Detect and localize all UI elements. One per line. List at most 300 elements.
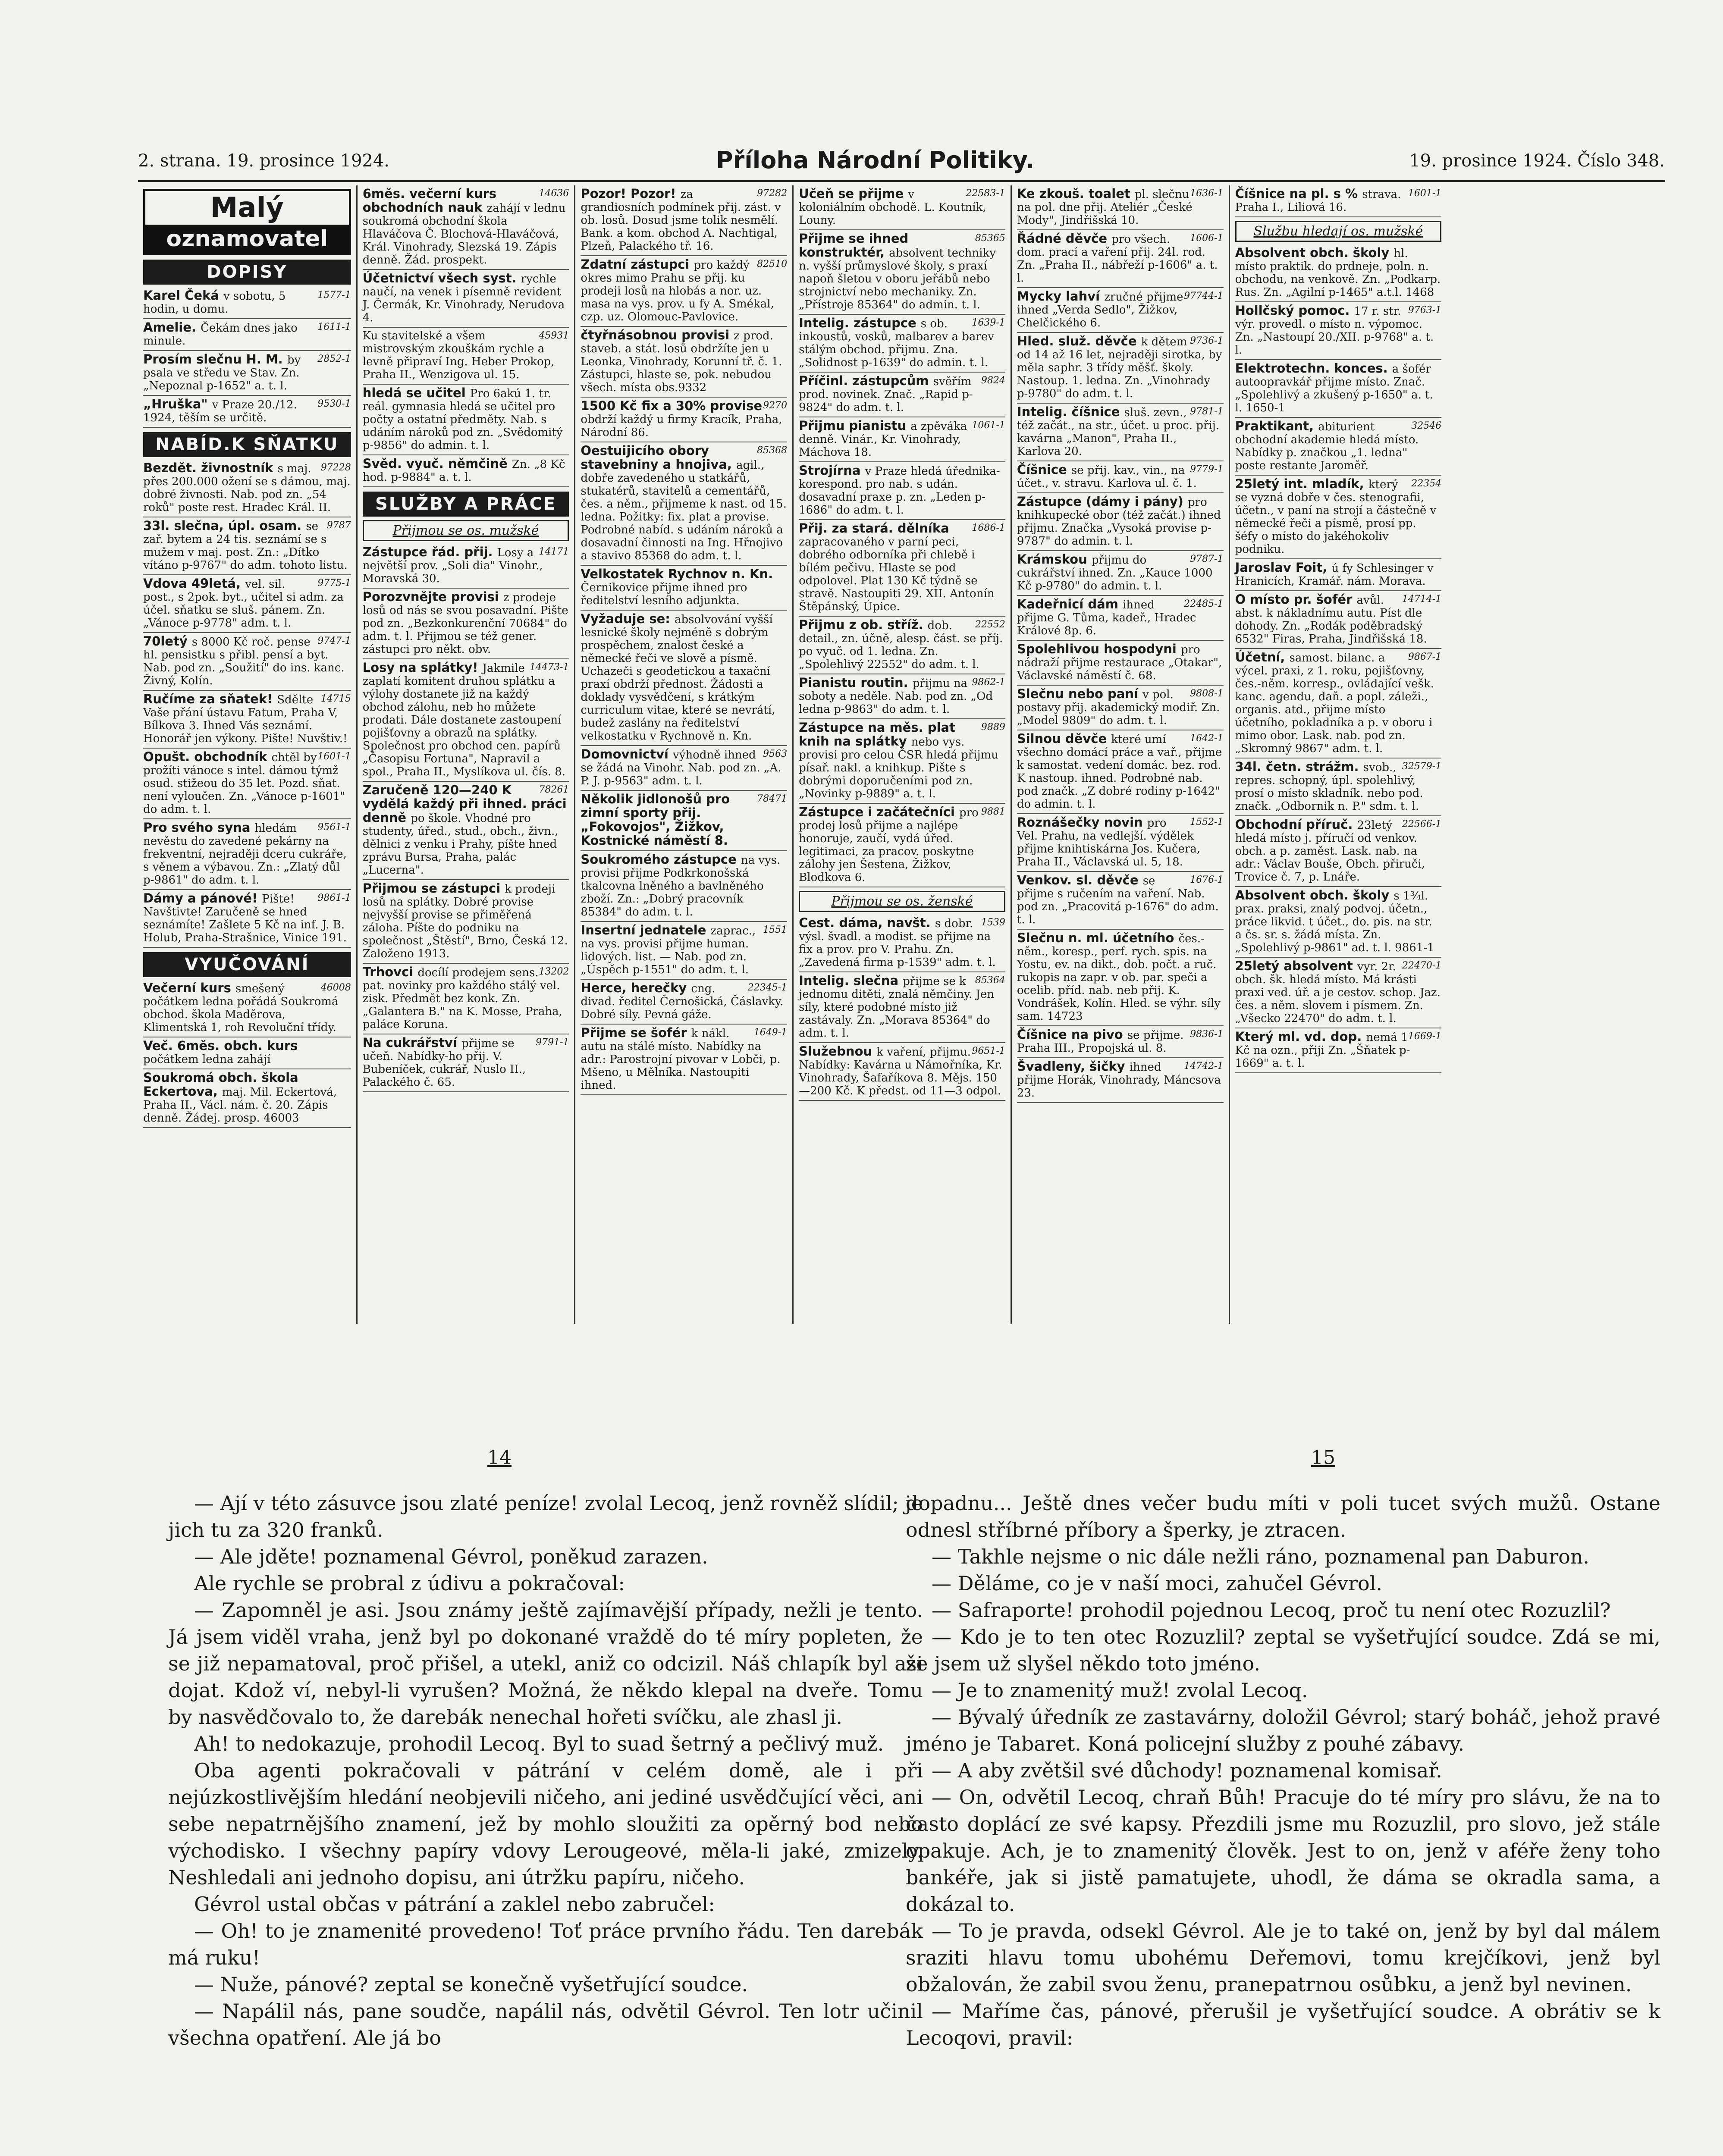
ad-title: Soukromá obch. škola Eckertova,	[143, 1070, 298, 1099]
ad-body: z prod. staveb. a stát. losů obdržíte jen u Leonka, Vinohrady, Korunní tř. č. 1. Zástupci, hlaste se, pok. nebudou všech. místa obs.9332	[581, 329, 782, 394]
section-vyucovani: VYUČOVÁNÍ	[143, 952, 351, 977]
ad-body: k prodeji losů na splátky. Dobré provise nejvyšší provise se přiměřená záloha. Píšte do podniku na společnost „Štěstí", Brno, Česká 12. Založeno 1913.	[362, 883, 568, 960]
ad-body: čes.-něm., koresp., perf. rych. spis. na Yostu, ev. na dikt., dob. počt. a ruč. rukopis na zapr. v ob. par. speči a ocelib. příd. nab. neb přij. K. Vondrášek, Kolín. Hled. se výhr. síly sam. 14723	[1017, 932, 1221, 1023]
ad-body: Černikovice přijme ihned pro ředitelství lesního adjunkta.	[581, 581, 747, 607]
ad-body: počátkem ledna zahájí	[143, 1053, 271, 1066]
ad-column	[574, 185, 792, 1324]
ad-title: Číšnice na pivo	[1017, 1027, 1127, 1042]
ad-body: hl. místo praktik. do prdneje, poln. n. obchodu, na venkově. Zn. „Podkarp. Rus. Zn. „Agilní p-1465" a.t.l. 1468	[1235, 247, 1441, 299]
ad-title: Kadeřnicí dám	[1017, 597, 1123, 611]
ad-code: 22485-1	[1184, 599, 1224, 609]
classified-ad	[581, 185, 787, 256]
ad-body: Čekám dnes jako minule.	[143, 322, 298, 348]
ad-code: 97282	[757, 188, 788, 199]
classified-ad	[1235, 302, 1442, 360]
ad-title: 34l. četn. strážm.	[1235, 759, 1363, 774]
ad-title: Hled. služ. děvče	[1017, 334, 1141, 348]
logo-line-1: Malý	[210, 192, 284, 224]
ad-code: 9651-1	[972, 1046, 1005, 1056]
ad-title: O místo pr. šofér	[1235, 592, 1357, 607]
story-paragraph: — Je to znamenitý muž! zvolal Lecoq.	[932, 1679, 1308, 1702]
ad-body: Pište! Navštivte! Zaručeně se hned seznámíte! Zašlete 5 Kč na inf. J. B. Holub, Praha-Strašnice, Vinice 191.	[143, 893, 347, 944]
ad-title: Přijme se šofér	[581, 1025, 691, 1040]
ad-code: 9824	[981, 375, 1005, 386]
classified-ad	[363, 782, 569, 880]
classified-ad	[143, 396, 351, 428]
classified-ad	[143, 351, 351, 396]
ad-title: čtyřnásobnou provisi	[581, 328, 734, 342]
ad-code: 22583-1	[966, 188, 1005, 199]
classified-ad	[143, 749, 351, 819]
ad-body: se přij. kav., vin., na účet., v. stravu. Karlova ul. č. 1.	[1017, 464, 1197, 490]
page-number-right: 15	[1311, 1447, 1335, 1469]
story-paragraph: — Bývalý úředník ze zastavárny, doložil Gévrol; starý boháč, jehož pravé jméno je Tabaret. Koná policejní služby z pouhé zábavy.	[906, 1705, 1660, 1755]
classified-ad	[1235, 816, 1442, 887]
ad-title: Zaručeně 120—240 K vydělá každý při ihned. práci denně	[362, 783, 567, 825]
ad-body: obdrží každý u firmy Kracík, Praha, Národní 86.	[581, 413, 782, 439]
ad-code: 22470-1	[1402, 960, 1442, 971]
classified-ad	[1017, 493, 1224, 551]
ad-body: přijme se učeň. Nabídky-ho přij. V. Bubeníček, cukrář, Nuslo II., Palackého č. 65.	[362, 1037, 526, 1089]
ad-title: Absolvent obch. školy	[1235, 245, 1394, 260]
ad-body: nebo vys. provisi pro celou ČSR hledá přijmu písař. nakl. a knihkup. Pište s dobrými doporučeními pod zn. „Novinky p-9889" a. t. l.	[799, 736, 998, 800]
story-paragraph: Oba agenti pokračovali v pátrání v celém domě, ale i při nejúzkostlivějším hledání neobjevili ničeho, ani jediné usvědčující věci, ani sebe nepatrnějšího znamení, jež by mohlo sloužiti za opěrný bod nebo východisko. I všechny papíry vdovy Lerougeové, měla-li jaké, zmizely. Neshledali ani jednoho dopisu, ani útržku papíru, ničeho.	[168, 1759, 923, 1889]
story-paragraph: — Takhle nejsme o nic dále nežli ráno, poznamenal pan Daburon.	[932, 1545, 1590, 1568]
ad-title: Na cukrářství	[362, 1035, 461, 1050]
classified-ad	[1017, 1058, 1224, 1103]
ad-code: 1686-1	[972, 523, 1005, 533]
classified-ad	[363, 185, 569, 270]
ad-title: Intelig. číšnice	[1017, 404, 1124, 419]
header-date-right: 19. prosince 1924. Číslo 348.	[1409, 151, 1665, 171]
ad-code: 78261	[539, 784, 569, 795]
ad-title: Zástupce i začátečníci	[799, 805, 960, 819]
ad-code: 9736-1	[1190, 335, 1224, 346]
ad-title: Přij. za stará. dělníka	[799, 521, 949, 536]
ad-body: pro Vel. Prahu, na vedlejší. výdělek přijme knihtiskárna Jos. Kučera, Praha II., Václavská ul. 5, 18.	[1017, 817, 1201, 868]
ad-body: přijmu na soboty a neděle. Nab. pod zn. „Od ledna p-9863" do adm. t. l.	[799, 677, 993, 716]
ad-code: 22552	[975, 619, 1005, 630]
ad-body: které umí všechno domácí práce a vař., přijme k samostat. vedení domác. bez. rod. K nastoup. ihned. Podrobné nab. pod značk. „Z dobré rodiny p-1642" do admin. t. l.	[1017, 733, 1222, 811]
classified-ad	[363, 270, 569, 328]
classified-ad	[143, 633, 351, 691]
ad-body: k nákl. autu na stálé místo. Nabídky na adr.: Parostrojní pivovar v Lobči, p. Mšeno, u Mělníka. Nastoupiti ihned.	[581, 1027, 781, 1092]
ad-title: Přijmou se zástupci	[362, 881, 505, 896]
ad-title: Několik jidlonošů pro zimní sporty přij. „Fokovojos", Žižkov, Kostnické náměstí 8.	[581, 792, 730, 848]
ad-title: Svěd. vyuč. němčině	[362, 456, 512, 471]
story-column-right	[906, 1490, 1660, 2051]
classified-ad	[1235, 887, 1442, 958]
ad-title: Zástupce řád. přij.	[362, 545, 497, 559]
ad-title: Přijmu pianistu	[799, 418, 911, 433]
classified-ad	[1017, 686, 1224, 730]
ad-title: Krámskou	[1017, 552, 1092, 567]
ad-title: Pianistu routin.	[799, 675, 913, 690]
ad-title: Vdova 49letá,	[143, 576, 245, 591]
classified-ad	[1017, 730, 1224, 814]
ad-code: 22354	[1411, 478, 1442, 489]
classified-ad	[799, 185, 1005, 230]
ad-body: a zpěváka denně. Vinár., Kr. Vinohrady, Máchova 18.	[799, 420, 967, 459]
classified-ad	[143, 890, 351, 948]
page-header	[138, 147, 1665, 181]
ad-title: Přijme se ihned konstruktér,	[799, 231, 909, 260]
ad-code: 13202	[539, 966, 569, 977]
classified-ad	[1017, 551, 1224, 596]
classified-ad	[143, 319, 351, 351]
ad-title: Opušt. obchodník	[143, 749, 272, 764]
ad-title: 6měs. večerní kurs obchodních nauk	[362, 186, 497, 215]
ad-title: Herce, herečky	[581, 981, 691, 995]
ad-body: v pol. postavy přij. akademický modiř. Zn. „Model 9809" do adm. t. l.	[1017, 688, 1220, 727]
ad-code: 1676-1	[1190, 874, 1224, 885]
ad-code: 14636	[539, 188, 569, 199]
ad-body: Ku stavitelské a všem mistrovským zkouškám rychle a levně připraví Ing. Heber Prokop, Praha II., Wenzigova ul. 15.	[362, 329, 555, 381]
classified-ad	[363, 1034, 569, 1092]
ad-code: 1601-1	[317, 751, 351, 762]
classified-ad	[1017, 641, 1224, 686]
classified-ad	[799, 462, 1005, 520]
ad-code: 85365	[975, 233, 1005, 244]
story-paragraph: — A aby zvětšil své důchody! poznamenal komisař.	[932, 1759, 1442, 1782]
ad-title: Cest. dáma, navšt.	[799, 915, 935, 930]
ad-body: svěřím prod. novinek. Znač. „Rapid p-9824" do adm. t. l.	[799, 375, 973, 414]
ad-body: vel. sil. post., s 2pok. byt., učitel si adm. za účel. sňatku se sluš. pánem. Zn. „Vánoce p-9778" adm. t. l.	[143, 578, 344, 630]
ad-title: Slečnu nebo paní	[1017, 686, 1143, 701]
ad-title: Insertní jednatele	[581, 923, 711, 937]
ad-code: 9763-1	[1408, 305, 1442, 316]
section-prijmou-muzske: Přijmou se os. mužské	[363, 520, 569, 541]
ad-code: 14742-1	[1184, 1061, 1224, 1072]
ad-title: Amelie.	[143, 320, 201, 335]
ad-code: 97744-1	[1184, 291, 1224, 301]
ad-code: 9561-1	[317, 822, 351, 833]
ad-body: docílí prodejem sens. pat. novinky pro každého stálý vel. zisk. Předmět bez konk. Zn. „Galantera B." na K. Mosse, Praha, paláce Koruna.	[362, 966, 562, 1031]
story-paragraph: dopadnu... Ještě dnes večer budu míti v poli tucet svých mužů. Ostane odnesl stříbrné příbory a šperky, je ztracen.	[906, 1492, 1660, 1542]
ad-body: Pro 6akú 1. tr. reál. gymnasia hledá se učitel pro počty a ostatní předměty. Nab. s udáním nároků pod zn. „Svědomitý p-9856" do admin. t. l.	[362, 387, 563, 452]
ad-code: 22566-1	[1402, 819, 1442, 830]
ad-code: 9808-1	[1190, 688, 1224, 699]
ad-body: nemá 1 Kč na ozn., přiji Zn. „Šňatek p-1669" a. t. l.	[1235, 1031, 1410, 1070]
classified-ad	[363, 964, 569, 1034]
ad-body: cng. divad. ředitel Černošická, Čáslavky. Dobré síly. Pevná gáže.	[581, 982, 784, 1021]
story-paragraph: — Oh! to je znamenité provedeno! Toť práce prvního řádu. Ten darebák má ruku!	[168, 1919, 923, 1969]
ad-title: Spolehlivou hospodyni	[1017, 642, 1181, 656]
story-paragraph: — Napálil nás, pane soudče, napálil nás, odvětil Gévrol. Ten lotr učinil všechna opatření. Ale já bo	[168, 1999, 923, 2049]
ad-body: Losy a největší prov. „Soli dia" Vinohr., Moravská 30.	[362, 546, 543, 585]
ad-code: 14473-1	[530, 662, 569, 673]
ad-column	[1229, 185, 1447, 1324]
ad-title: Intelig. zástupce	[799, 316, 921, 330]
ad-body: hledám nevěstu do zavedené pekárny na frekventní, nejraději dceru cukráře, s věnem a výbavou. Zn.: „Zlatý důl p-9861" do adm. t. l.	[143, 822, 347, 887]
classified-ad	[143, 1069, 351, 1128]
classified-ad	[1235, 559, 1442, 591]
classified-ad	[363, 544, 569, 589]
ad-code: 9787-1	[1190, 554, 1224, 564]
ad-title: Strojírna	[799, 463, 865, 478]
ad-body: a šofér autoopravkář přijme místo. Znač. „Spolehlivý a zkušený p-1650" a. t. l. 1650-1	[1235, 363, 1433, 414]
ad-title: hledá se učitel	[362, 385, 470, 400]
ad-title: „Hruška"	[143, 397, 212, 411]
ad-title: Příčinl. zástupcům	[799, 373, 933, 388]
ad-body: přijmu do cukrářství ihned. Zn. „Kauce 1000 Kč p-9780" do admin. t. l.	[1017, 554, 1213, 592]
classified-ad	[581, 566, 787, 611]
ad-title: Silnou děvče	[1017, 731, 1111, 746]
ad-body: výhodně ihned se žádá na Vinohr. Nab. pod zn. „A. P. J. p-9563" adm. t. l.	[581, 749, 781, 787]
header-rule	[138, 180, 1665, 182]
section-nabidky-snatku: NABÍD.K SŇATKU	[143, 432, 351, 457]
classified-ad	[799, 373, 1005, 417]
classified-ad	[143, 691, 351, 749]
ad-title: Účetní,	[1235, 650, 1290, 664]
ad-body: abiturient obchodní akademie hledá místo. Nabídky p. značkou „1. ledna" poste restante Jaroměř.	[1235, 420, 1419, 472]
classified-ad	[1017, 814, 1224, 872]
classified-ad	[799, 520, 1005, 617]
classified-ad	[799, 972, 1005, 1043]
ad-code: 1552-1	[1190, 817, 1224, 827]
ad-title: Intelig. slečna	[799, 973, 903, 988]
ad-body: se zař. bytem a 24 tis. seznámí se s mužem v maj. post. Zn.: „Dítko vítáno p-9767" do adm. tohoto listu.	[143, 520, 348, 572]
classified-ad	[363, 880, 569, 964]
ad-title: Účetnictví všech syst.	[362, 271, 521, 285]
ad-title: Velkostatek Rychnov n. Kn.	[581, 567, 773, 581]
ad-body: 23letý hledá místo j. příručí od venkov. obch. a p. zaměst. Lask. nab. na adr.: Václav Bouše, Obch. přiruči, Trovice č. 7, p. Lnáře.	[1235, 819, 1425, 884]
classified-ad	[143, 287, 351, 319]
ad-column	[356, 185, 574, 1324]
ad-code: 9781-1	[1190, 406, 1224, 417]
ad-title: Porozvnějte provisi	[362, 589, 503, 604]
ad-body: chtěl by prožíti vánoce s intel. dámou týmž osud. stižeou do 35 let. Pozd. sňat. není vyloučen. Zn. „Vánoce p-1601" do adm. t. l.	[143, 751, 345, 816]
ad-code: 14714-1	[1402, 594, 1442, 605]
story-paragraph: — Kdo je to ten otec Rozuzlil? zeptal se vyšetřující soudce. Zdá se mi, že jsem už slyšel někdo toto jméno.	[906, 1625, 1660, 1675]
ad-code: 97228	[320, 462, 351, 473]
maly-oznamovatel-logo	[143, 189, 351, 255]
ad-code: 9836-1	[1190, 1029, 1224, 1040]
ad-title: Venkov. sl. děvče	[1017, 873, 1143, 887]
story-paragraph: — Safraporte! prohodil pojednou Lecoq, proč tu není otec Rozuzlil?	[932, 1598, 1611, 1622]
classified-ad	[363, 328, 569, 385]
ad-title: Obchodní příruč.	[1235, 817, 1357, 832]
ad-body: za grandiosních podmínek přij. zást. v ob. losů. Dosud jsme tolik nesmělí. Bank. a kom. obchod A. Nachtigal, Plzeň, Palackého tř. 16.	[581, 188, 781, 253]
ad-title: Vyžaduje se:	[581, 611, 675, 626]
ad-code: 9881	[981, 806, 1005, 817]
ad-title: Roznášečky novin	[1017, 815, 1147, 830]
ad-title: Služebnou	[799, 1044, 877, 1059]
ad-code: 1061-1	[972, 420, 1005, 431]
classified-ad	[581, 980, 787, 1025]
ad-body: po škole. Vhodné pro studenty, úřed., stud., obch., živn., dělnici z venku i Prahy, píšte hned zprávu Bursa, Praha, palác „Lucerna".	[362, 812, 559, 877]
story-paragraph: — Nuže, pánové? zeptal se konečně vyšetřující soudce.	[194, 1973, 748, 1996]
ad-title: Číšnice	[1017, 462, 1071, 477]
story-column-left	[168, 1490, 923, 2051]
ad-title: Který ml. vd. dop.	[1235, 1029, 1366, 1044]
classified-ad	[143, 575, 351, 633]
header-date-left: 2. strana. 19. prosince 1924.	[138, 151, 390, 171]
ad-title: Zástupce (dámy i pány)	[1017, 494, 1188, 509]
classified-ad	[799, 719, 1005, 804]
classified-ad	[1017, 288, 1224, 333]
ad-column	[138, 185, 356, 1324]
classified-ad	[1017, 404, 1224, 461]
ad-title: Pozor! Pozor!	[581, 186, 681, 201]
header-title: Příloha Národní Politiky.	[716, 147, 1035, 174]
ad-body: Zn. „8 Kč hod. p-9884" a. t. l.	[362, 458, 565, 484]
classified-ad	[799, 230, 1005, 315]
classified-ad	[1235, 185, 1442, 217]
classified-ad	[581, 746, 787, 791]
section-dopisy: DOPISY	[143, 260, 351, 285]
ad-body: s 8000 Kč roč. pense hl. pensistku s přibl. pensí a byt. Nab. pod zn. „Soužití" do ins. kanc. Živný, Kolín.	[143, 636, 345, 687]
classified-ad	[581, 398, 787, 442]
ad-body: pro všech. dom. prací a vaření přij. 24l. rod. Zn. „Praha II., nábřeží p-1606" a. t. l.	[1017, 233, 1218, 285]
ad-code: 1551	[763, 924, 788, 935]
classified-ad	[1235, 418, 1442, 476]
ad-code: 9861-1	[317, 893, 351, 903]
ad-body: rychle naučí, na venek i písemně revident J. Čermák, Kr. Vinohrady, Nerudova 4.	[362, 273, 565, 324]
classified-ad	[363, 659, 569, 782]
ad-body: pro každý okres mimo Prahu se přij. ku prodeji losů na hlobás a nor. uz. masa na vys. prov. u fy A. Smékal, czp. uz. Olomouc-Pavlovice.	[581, 259, 774, 323]
ad-title: Bezdět. živnostník	[143, 461, 278, 475]
classified-ad	[581, 611, 787, 746]
ad-code: 1642-1	[1190, 733, 1224, 744]
classified-ad	[799, 417, 1005, 462]
ad-body: ihned přijme G. Tůma, kadeř., Hradec Králové 8p. 6.	[1017, 599, 1196, 637]
section-sluzbu-hledaji: Službu hledají os. mužské	[1235, 221, 1442, 242]
ad-body: v Praze hledá úřednika-korespond. pro nab. s udán. dosavadní praxe p. zn. „Leden p-1686" do adm. t. l.	[799, 465, 1000, 517]
ad-body: ihned přijme Horák, Vinohrady, Máncsova 23.	[1017, 1061, 1221, 1100]
classified-ad	[1235, 649, 1442, 758]
classified-ad	[1017, 230, 1224, 288]
ad-body: k dětem od 14 až 16 let, nejraději sirotka, by měla saphr. 3 třídy měšť. školy. Nastoup. 1. ledna. Zn. „Vinohrady p-9780" do adm. t. l.	[1017, 335, 1222, 400]
page-number-left: 14	[487, 1447, 512, 1469]
classified-ad	[1017, 872, 1224, 930]
ad-body: z prodeje losů od nás se svou posavadní. Pište pod zn. „Bezkonkurenční 70684" do adm. t. l. Přijmou se též gener. zástupci pro někt. obv.	[362, 591, 568, 656]
classified-ad	[143, 819, 351, 890]
story-paragraph: Gévrol ustal občas v pátrání a zaklel nebo zabručel:	[194, 1893, 715, 1916]
ad-title: Přijmu z ob. stříž.	[799, 617, 928, 632]
ad-title: 70letý	[143, 634, 192, 649]
ad-code: 82510	[757, 259, 788, 270]
ad-body: přijme se k jednomu ditěti, znalá němčiny. Jen síly, které podobné místo již zastávaly. Zn. „Morava 85364" do adm. t. l.	[799, 975, 995, 1040]
classified-ad	[799, 915, 1005, 972]
section-sluzby-a-prace: SLUŽBY A PRÁCE	[363, 492, 569, 517]
classified-ad	[1235, 244, 1442, 302]
classified-ad	[363, 455, 569, 487]
ad-code: 1539	[981, 917, 1005, 928]
ad-title: Več. 6měs. obch. kurs	[143, 1038, 298, 1053]
ad-code: 1636-1	[1190, 188, 1224, 199]
ad-code: 1669-1	[1408, 1031, 1442, 1042]
ad-code: 1649-1	[753, 1027, 788, 1038]
ad-body: zapracovaného v parní peci, dobrého odborníka při chlebě i bílém pečivu. Hlaste se pod odpolovel. Plat 130 Kč týdně se stravě. Nastoupiti 29. XII. Antonín Štěpánský, Úpice.	[799, 536, 995, 613]
logo-line-2: oznamovatel	[145, 225, 349, 253]
ad-body: smešený počátkem ledna pořádá Soukromá obchod. škola Maděrova, Klimentská 1, roh Revoluční třídy.	[143, 982, 339, 1034]
ad-code: 22345-1	[747, 982, 788, 993]
ad-code: 1577-1	[317, 290, 351, 301]
ad-title: Učeň se přijme	[799, 186, 908, 201]
ad-title: Ke zkouš. toalet	[1017, 186, 1135, 201]
ad-body: dob. detail., zn. účně, alesp. část. se příj. po vyuč. od 1. ledna. Zn. „Spolehlivý 22552" do adm. t. l.	[799, 619, 1003, 671]
classified-ad	[1235, 476, 1442, 559]
ad-code: 45931	[539, 330, 569, 341]
classified-ad	[581, 442, 787, 566]
story-paragraph: — To je pravda, odsekl Gévrol. Ale je to také on, jenž by byl dal málem sraziti hlavu tomu ubohému Deřemovi, tomu krejčíkovi, jenž byl obžalován, že zabil svou ženu, pranepatrnou osůbku, a jenž byl nevinen.	[906, 1919, 1660, 1996]
classified-ad	[581, 791, 787, 851]
ad-code: 14715	[320, 693, 351, 704]
ad-body: se přijme. Praha III., Propojská ul. 8.	[1017, 1029, 1184, 1055]
ad-code: 32579-1	[1402, 761, 1442, 772]
ad-code: 9889	[981, 722, 1005, 733]
ad-body: svob., repres. schopný, úpl. spolehlivý, prosí o místo skladník. nebo pod. značk. „Odbornik n. P." sdm. t. l.	[1235, 761, 1423, 813]
classified-ad	[1017, 333, 1224, 404]
ad-title: Soukromého zástupce	[581, 852, 741, 867]
story-paragraph: Ah! to nedokazuje, prohodil Lecoq. Byl to suad šetrný a pečlivý muž.	[194, 1732, 884, 1755]
ad-title: Mycky lahví	[1017, 289, 1105, 304]
story-paragraph: — Maříme čas, pánové, přerušil je vyšetřující soudce. A obrátiv se k Lecoqovi, pravil:	[906, 1999, 1660, 2049]
classified-ad	[1017, 461, 1224, 493]
ad-title: 1500 Kč fix a 30% provise	[581, 398, 763, 413]
story-paragraph: — Zapomněl je asi. Jsou známy ještě zajímavější případy, nežli je tento. Já jsem viděl vraha, jenž byl po dokonané vraždě do té míry popleten, že se již nepamatoval, proč přišel, a utekl, aniž co odcizil. Náš chlapík byl asi dojat. Kdož ví, nebyl-li vyrušen? Možná, že někdo klepal na dveře. Tomu by nasvědčovalo to, že darebák nenechal hořeti svíčku, ale zhasl ji.	[168, 1598, 923, 1729]
story-paragraph: — Děláme, co je v naší moci, zahučel Gévrol.	[932, 1572, 1382, 1595]
section-prijmou-zenske: Přijmou se os. ženské	[799, 891, 1005, 912]
ad-title: Prosím slečnu H. M.	[143, 352, 287, 367]
ad-body: maj. Mil. Eckertová, Praha II., Václ. nám. č. 20. Zápis denně. Žádej. prosp. 46003	[143, 1086, 337, 1125]
ad-title: Hollčský pomoc.	[1235, 303, 1354, 318]
ad-title: Dámy a pánové!	[143, 891, 262, 906]
ad-body: ú fy Schlesinger v Hranicích, Kramář. nám. Morava.	[1235, 562, 1434, 588]
ad-body: absolvent techniky n. vyšší průmyslové školy, s praxí napoň šletou v oboru jeřábů nebo strojnictví nebo mechaniky. Zn. „Přístroje 85364" do admin. t. l.	[799, 247, 996, 311]
ad-body: s 1¾l. prax. praksi, znalý podvoj. účetn., práce likvid. t účet., do. pis. na str. a čs. sr. s. žádá místa. Zn. „Spolehlivý p-9861" ad. t. l. 9861-1	[1235, 890, 1434, 954]
ad-body: s dobr. výsl. švadl. a modist. se přijme na fix a prov. pro V. Prahu. Zn. „Zavedená firma p-1539" adm. t. l.	[799, 917, 996, 969]
classified-ad	[1235, 360, 1442, 418]
ad-code: 1611-1	[317, 322, 351, 332]
ad-column	[792, 185, 1011, 1324]
ad-code: 85364	[975, 975, 1005, 986]
ad-title: Slečnu n. ml. účetního	[1017, 931, 1179, 945]
classified-ad	[1235, 958, 1442, 1028]
ad-title: Oestuijicího obory stavebniny a hnojiva,	[581, 443, 737, 472]
classified-ad	[1235, 1028, 1442, 1073]
ad-title: Číšnice na pl. s %	[1235, 186, 1362, 201]
ad-title: Švadleny, šičky	[1017, 1059, 1130, 1074]
classified-ad	[799, 617, 1005, 674]
ad-body: s ob. inkoustů, vosků, malbarev a barev stálým obchod. přijmu. Zna. „Solidnost p-1639" do admin. t. l.	[799, 317, 994, 369]
ad-column	[1011, 185, 1229, 1324]
ad-body: s maj. přes 200.000 ožení se s dámou, maj. dobré živnosti. Nab. pod zn. „54 roků" poste rest. Hradec Král. II.	[143, 462, 351, 514]
ad-body: zahájí v lednu soukromá obchodní škola Hlaváčova Č. Blochová-Hlaváčová, Král. Vinohrady, Slezská 19. Zápis denně. Žád. prospekt.	[362, 202, 566, 266]
ad-code: 9530-1	[317, 398, 351, 409]
ad-title: Pro svého syna	[143, 820, 255, 835]
story-paragraph: — On, odvětil Lecoq, chraň Bůh! Pracuje do té míry pro slávu, že na to často doplácí ze své kapsy. Přezdili jsme mu Rozuzlil, pro slovo, jež stále opakuje. Ach, je to znamenitý člověk. Jest to on, jenž v aféře ženy toho bankéře, jak si jistě pamatujete, uhodl, že dáma se okradla sama, a dokázal to.	[906, 1786, 1660, 1916]
classified-ad	[799, 315, 1005, 373]
ad-code: 14171	[539, 546, 569, 557]
ad-code: 32546	[1411, 420, 1442, 431]
ad-body: sluš. zevn., též začát., na str., účet. u proc. přij. kavárna „Manon", Praha II., Karlova 20.	[1017, 406, 1220, 458]
story-paragraph: Ale rychle se probral z údivu a pokračoval:	[194, 1572, 625, 1595]
ad-code: 9747-1	[317, 636, 351, 646]
classified-ad	[143, 980, 351, 1037]
classified-ad	[143, 517, 351, 575]
ad-code: 9779-1	[1190, 464, 1224, 475]
ad-title: Trhovci	[362, 965, 418, 979]
ad-body: pro knihkupecké obor (též začát.) ihned přijmu. Značka „Vysoká provise p-9787" do admin. t. l.	[1017, 496, 1221, 548]
ad-title: Elektrotechn. konces.	[1235, 361, 1392, 376]
ad-title: Praktikant,	[1235, 419, 1318, 433]
classified-ad	[581, 256, 787, 327]
classified-ad	[581, 922, 787, 980]
ad-body: k vaření, přijmu. Nabídky: Kavárna u Námořníka, Kr. Vinohrady, Šafaříkova 8. Mějs. 150—200 Kč. K předst. od 11—3 odpol.	[799, 1046, 1002, 1097]
ad-title: Jaroslav Foit,	[1235, 560, 1332, 575]
